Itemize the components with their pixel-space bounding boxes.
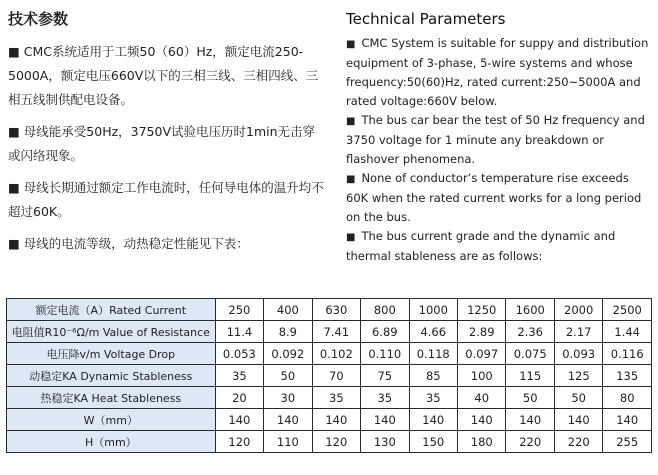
table-cell: 11.4 [215,321,263,343]
table-cell: 120 [312,431,360,453]
chinese-section [8,8,326,264]
table-row [7,431,652,453]
table-cell: 30 [264,387,312,409]
table-cell: 140 [264,409,312,431]
row-header-cell: W（mm） [7,409,216,431]
bullet-square-icon: ■ [346,232,356,243]
table-cell: 140 [458,409,506,431]
table-cell: 2.89 [458,321,506,343]
table-cell: 2500 [603,299,652,321]
table-row [7,321,652,343]
table-cell: 130 [361,431,409,453]
table-cell: 0.092 [264,343,312,365]
table-cell: 150 [409,431,457,453]
table-cell: 140 [554,409,602,431]
row-header-cell: 动稳定KA Dynamic Stableness [7,365,216,387]
table-row [7,343,652,365]
table-cell: 0.053 [215,343,263,365]
paragraph-cn: ■ 母线长期通过额定工作电流时，任何导电体的温升均不超过60K。 [8,180,324,219]
english-section [346,8,652,266]
bullet-list-en [346,34,652,266]
table-cell: 110 [264,431,312,453]
table-cell: 135 [603,365,652,387]
paragraph-cn: ■ 母线的电流等级，动热稳定性能见下表： [8,236,249,251]
table-cell: 0.097 [458,343,506,365]
table-cell: 35 [312,387,360,409]
table-cell: 0.116 [603,343,652,365]
bullet-square-icon: ■ [346,174,356,185]
table-cell: 140 [361,409,409,431]
bullet-text: None of conductor’s temperature rise exceeds 60K when the rated current works for a long period on the bus. [346,171,642,224]
section-title-cn: 技术参数 [8,10,69,28]
bullet-item-en [346,34,652,111]
table-cell: 35 [215,365,263,387]
bullet-square-icon: ■ [346,116,356,127]
table-cell: 220 [554,431,602,453]
table-cell: 125 [554,365,602,387]
table-cell: 35 [361,387,409,409]
table-cell: 180 [458,431,506,453]
spec-table [6,298,652,453]
table-cell: 100 [458,365,506,387]
paragraph-cn: ■ CMC系统适用于工频50（60）Hz，额定电流250-5000A，额定电压660V以下的三相三线、三相四线、三相五线制供配电设备。 [8,44,319,107]
table-cell: 80 [603,387,652,409]
bullet-text: The bus current grade and the dynamic and thermal stableness are as follows: [346,229,616,263]
bullet-item-en [346,227,652,266]
section-title-en: Technical Parameters [346,10,506,28]
row-header-cell: 额定电流（A）Rated Current [7,299,216,321]
table-cell: 140 [603,409,652,431]
table-cell: 6.89 [361,321,409,343]
table-cell: 20 [215,387,263,409]
table-cell: 8.9 [264,321,312,343]
bullet-text: CMC System is suitable for suppy and distribution equipment of 3-phase, 5-wire systems and whose frequency:50(60)Hz, rated current:250~5000A and rated voltage:660V below. [346,36,649,108]
bullet-item-en [346,169,652,227]
table-cell: 400 [264,299,312,321]
table-cell: 50 [506,387,554,409]
bullet-square-icon: ■ [346,39,356,50]
table-cell: 0.110 [361,343,409,365]
table-cell: 220 [506,431,554,453]
table-cell: 4.66 [409,321,457,343]
table-cell: 630 [312,299,360,321]
table-cell: 0.075 [506,343,554,365]
table-cell: 50 [554,387,602,409]
table-cell: 115 [506,365,554,387]
row-header-cell: 热稳定KA Heat Stableness [7,387,216,409]
row-header-cell: 电压降v/m Voltage Drop [7,343,216,365]
table-cell: 1000 [409,299,457,321]
table-cell: 1.44 [603,321,652,343]
table-cell: 1600 [506,299,554,321]
bullet-item-en [346,111,652,169]
table-cell: 35 [409,387,457,409]
row-header-cell: 电阻值R10⁻⁶Ω/m Value of Resistance [7,321,216,343]
table-cell: 40 [458,387,506,409]
bullet-text: The bus car bear the test of 50 Hz frequency and 3750 voltage for 1 minute any breakdown or flashover phenomena. [346,113,645,166]
table-cell: 70 [312,365,360,387]
table-cell: 120 [215,431,263,453]
table-cell: 140 [506,409,554,431]
table-cell: 2.36 [506,321,554,343]
table-cell: 0.102 [312,343,360,365]
table-cell: 2.17 [554,321,602,343]
row-header-cell: H（mm） [7,431,216,453]
table-cell: 50 [264,365,312,387]
table-row [7,365,652,387]
table-cell: 0.118 [409,343,457,365]
table-cell: 2000 [554,299,602,321]
table-row [7,299,652,321]
table-cell: 140 [409,409,457,431]
table-cell: 7.41 [312,321,360,343]
paragraph-list-cn [8,40,326,256]
table-row [7,387,652,409]
table-cell: 140 [215,409,263,431]
table-cell: 800 [361,299,409,321]
table-cell: 250 [215,299,263,321]
table-cell: 140 [312,409,360,431]
table-cell: 0.093 [554,343,602,365]
paragraph-cn: ■ 母线能承受50Hz，3750V试验电压历时1min无击穿或闪络现象。 [8,124,316,163]
table-cell: 85 [409,365,457,387]
table-cell: 255 [603,431,652,453]
table-row [7,409,652,431]
table-cell: 75 [361,365,409,387]
table-cell: 1250 [458,299,506,321]
